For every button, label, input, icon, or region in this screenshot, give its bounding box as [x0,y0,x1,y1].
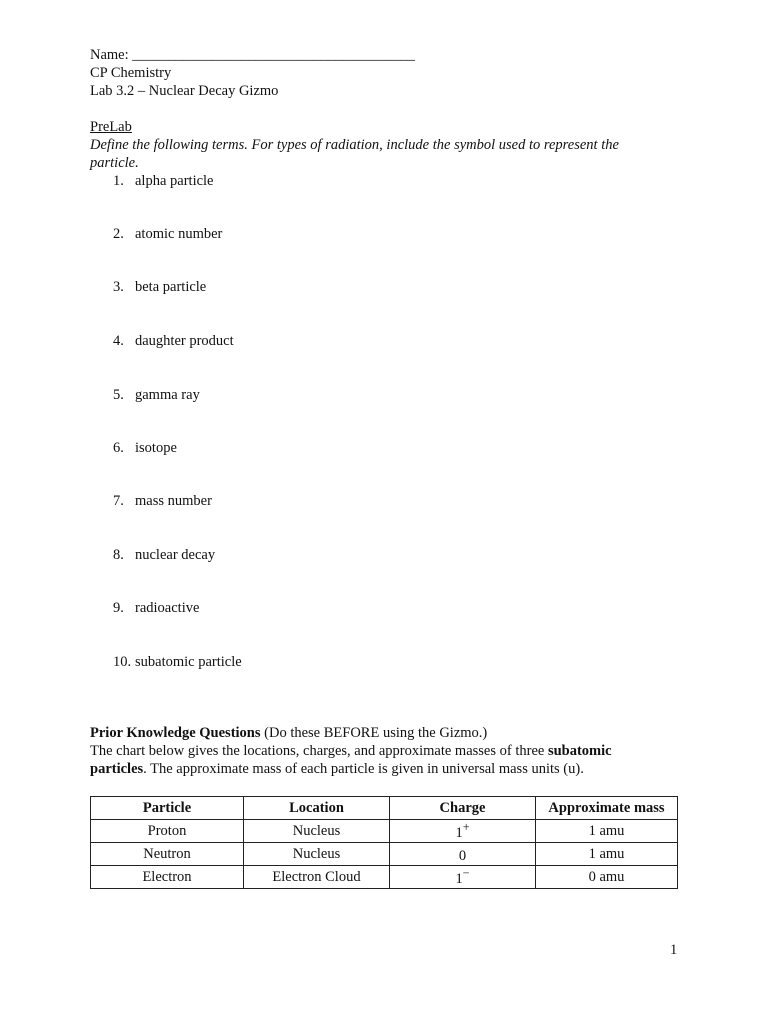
para-bold-term: subatomic [547,743,612,759]
cell-particle: Proton [91,820,244,843]
term-number: 4. [113,333,124,349]
term-text: mass number [135,493,212,509]
table-header-row [91,797,678,820]
charge-value: 0 [458,847,467,864]
term-number: 9. [113,600,124,616]
subatomic-particle-table [90,796,678,889]
charge-sign: + [462,820,470,835]
charge-value: 1 [455,824,463,841]
term-item [113,439,177,457]
term-number: 7. [113,493,124,509]
term-text: gamma ray [135,387,200,403]
name-label: Name: [90,47,129,63]
term-text: isotope [135,440,177,456]
header-mass: Approximate mass [536,797,678,820]
term-item [113,278,206,296]
table-row [91,820,678,843]
prior-knowledge-para-1 [90,742,612,760]
cell-particle: Electron [91,866,244,889]
term-text: atomic number [135,226,223,242]
term-number: 8. [113,547,124,563]
para-text: . The approximate mass of each particle is given in universal mass units (u). [143,761,584,777]
prior-knowledge-para-2 [90,760,584,778]
term-text: nuclear decay [135,547,216,563]
cell-location: Nucleus [244,820,390,843]
term-text: subatomic particle [135,654,242,670]
header-charge: Charge [390,797,536,820]
lab-title: Lab 3.2 – Nuclear Decay Gizmo [90,83,279,99]
cell-location: Nucleus [244,843,390,866]
term-item [113,225,222,243]
cell-charge [390,843,536,866]
term-item [113,386,200,404]
prelab-instructions-1: Define the following terms. For types of radiation, include the symbol used to represent the [90,137,619,153]
charge-value: 1 [455,870,463,887]
table-row [91,843,678,866]
table-row [91,866,678,889]
cell-mass: 1 amu [536,820,678,843]
name-blank: _______________________________________ [132,47,416,63]
prior-knowledge-heading: Prior Knowledge Questions [90,725,261,741]
cell-charge [390,866,536,889]
prior-knowledge-note: (Do these BEFORE using the Gizmo.) [260,725,488,741]
term-number: 2. [113,226,124,242]
term-text: daughter product [135,333,234,349]
cell-particle: Neutron [91,843,244,866]
term-text: beta particle [135,279,207,295]
term-item [113,546,215,564]
prior-knowledge-heading-line [90,724,487,742]
cell-charge [390,820,536,843]
cell-mass: 1 amu [536,843,678,866]
term-text: radioactive [135,600,200,616]
header-particle: Particle [91,797,244,820]
term-item [113,492,212,510]
header-location: Location [244,797,390,820]
course-title: CP Chemistry [90,65,172,81]
term-item [113,172,214,190]
term-number: 10. [113,654,132,670]
charge-sign: − [462,866,470,881]
prelab-heading: PreLab [90,119,132,135]
term-number: 6. [113,440,124,456]
page-number: 1 [670,942,678,958]
prelab-instructions-2: particle. [90,155,139,171]
term-text: alpha particle [135,173,214,189]
term-number: 5. [113,387,124,403]
name-line [90,46,415,64]
term-item [113,653,242,671]
para-text: The chart below gives the locations, charges, and approximate masses of three [90,743,548,759]
term-number: 1. [113,173,124,189]
term-number: 3. [113,279,124,295]
cell-mass: 0 amu [536,866,678,889]
para-bold-term: particles [90,761,144,777]
cell-location: Electron Cloud [244,866,390,889]
term-item [113,599,199,617]
term-item [113,332,234,350]
